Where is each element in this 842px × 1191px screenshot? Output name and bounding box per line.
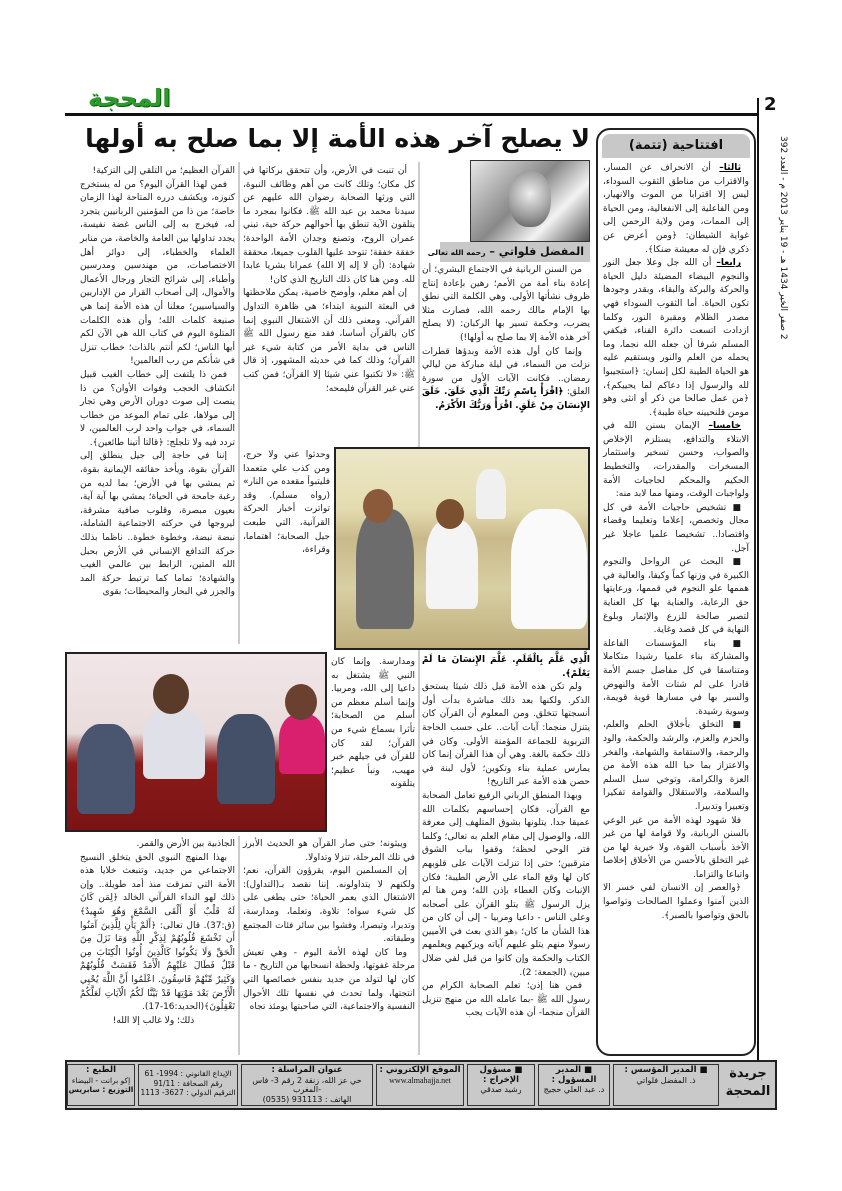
photo-figure — [363, 489, 393, 523]
label: الطبع : — [85, 1065, 117, 1075]
editorial-item: ■ بناء المؤسسات الفاعلة والمشاركة بناء علميا رشيدا متكاملا ومتناسقا في كل مفاصل جسم الأمة قادرا على لم شتات الأمة والنهوض والسير بها في مسارها قوية قويمة، وسوية رشيدة. — [603, 638, 749, 717]
paragraph: إن أهم معلم، وأوضح خاصية، يمكن ملاحظتها في البعثة النبوية ابتداء؛ هي ظاهرة التداول القرآني. ومعنى ذلك أن الاشتغال النبوي إنما كان بالقرآن أساسا، فقد منع رسول الله ﷺ الناس في بداية الأمر من كتابة شيء غير القرآن؛ وذلك كما في حديثه المشهور، إذ قال ﷺ: «لا تكتبوا عني شيئا إلا القرآن؛ فمن كتب عني غير القرآن فليمحه؛ — [243, 288, 415, 394]
paragraph: وحدثوا عني ولا حرج، ومن كذب علي متعمدا فليتبوأ مقعده من النار» (رواه مسلم). وقد تواترت أخبار الحركة القرآنية، التي طبعت جيل الصحابة؛ اهتماما، وقراءة، — [243, 450, 330, 556]
paragraph: ذلك؛ ولا غالب إلا الله! — [112, 1015, 195, 1026]
value: الترقيم الدولي : 3627- 1113 — [140, 1088, 236, 1098]
photo-girls-reading-quran — [65, 652, 327, 832]
editorial-item — [603, 257, 749, 420]
photo-figure — [356, 509, 414, 629]
header-divider — [65, 113, 757, 116]
paragraph: الجاذبية بين الأرض والقمر. — [136, 839, 235, 849]
photo-figure — [143, 709, 205, 779]
paragraph: وما كان لهذه الأمة اليوم - وهي تعيش مرحلة غفوتها، ولحظة انسحابها من التاريخ - ما كان لها لتولد من جديد بنفس خصائصها التي انتجتها، ولما تحدث في نفسها تلك الأحوال النفسية والاجتماعية، التي صاحبتها يومئذ تجاه — [243, 947, 415, 1013]
editorial-item: ■ البحث عن الرواحل والنجوم الكبيرة في وزنها كماً وكيفا، والعالية في هممها علو النجوم في قممها، ورعايتها حق الرعاية، والعناية بها كل العناية لتصير صالحة للزرع والإثمار وبلوغ النهاية في كل قصد وغاية. — [603, 557, 749, 636]
value: رقم الصحافة : 91/11 — [153, 1078, 223, 1088]
quran-verse: ﴿اقْرَأْ بِاسْمِ رَبِّكَ الَّذِي خَلَقَ. خَلَقَ الإِنسَانَ مِنْ عَلَقٍ. اقْرَأْ وَرَبُّكَ الأَكْرَمُ. — [422, 387, 590, 411]
paragraph: بهذا المنهج النبوي الحق يتخلق النسيج الاجتماعي من جديد، وتنبعث خلايا هذه الأمة التي تمزقت منذ أمد طويلة.. وإن ذلك لهو النداء القرآني الخالد ﴿لِمَن كَانَ لَهُ قَلْبٌ أَوْ أَلْقَى السَّمْعَ وَهُوَ شَهِيدٌ﴾(ق:37). قال تعالى: ﴿أَلَمْ يَأْنِ لِلَّذِينَ آمَنُوا أَن تَخْشَعَ قُلُوبُهُمْ لِذِكْرِ اللَّهِ وَمَا نَزَلَ مِنَ الْحَقِّ وَلَا يَكُونُوا كَالَّذِينَ أُوتُوا الْكِتَابَ مِن قَبْلُ فَطَالَ عَلَيْهِمُ الْأَمَدُ فَقَسَتْ قُلُوبُهُمْ وَكَثِيرٌ مِّنْهُمْ فَاسِقُونَ. اعْلَمُوا أَنَّ اللَّهَ يُحْيِي الْأَرْضَ بَعْدَ مَوْتِهَا قَدْ بَيَّنَّا لَكُمُ الْآيَاتِ لَعَلَّكُمْ تَعْقِلُونَ﴾(الحديد:16-17). — [80, 852, 235, 1013]
brand-line: المحجة — [725, 1084, 771, 1099]
footer-legal — [138, 1064, 238, 1106]
masthead-footer — [65, 1060, 777, 1110]
photo-figure — [511, 509, 587, 629]
photo-figure — [476, 469, 506, 519]
item-lead: رابعا– — [716, 258, 741, 269]
item-lead: ثالثا– — [719, 163, 741, 173]
column-separator — [238, 836, 240, 1055]
photo-figure — [77, 724, 135, 814]
footer-layout — [467, 1064, 535, 1106]
item-text: أن الانحراف عن المسار، والاقتراب من مناطق الثقوب السوداء، ليس إلا اقترابا من الموت والانهيار، ومن الفاعلية إلى الانفعالية، ومن الحياة إلى الممات، ومن ولاية الرحمن إلى غواية الشيطان: ﴿ومن أعرض عن ذكري فإن له معيشة ضنكا﴾. — [603, 163, 749, 255]
website-link[interactable]: www.almahajja.net — [389, 1075, 451, 1085]
editorial-item — [603, 162, 749, 257]
paragraph — [422, 346, 590, 414]
footer-founder — [613, 1064, 719, 1106]
article-column-2-bottom — [243, 838, 415, 1015]
photo-boys-reading-quran — [334, 447, 590, 650]
quran-verse: الَّذِي عَلَّمَ بِالْقَلَمِ. عَلَّمَ الإِنسَانَ مَا لَمْ يَعْلَمْ﴾. — [422, 655, 590, 679]
editorial-text — [603, 162, 749, 923]
paragraph: إننا في حاجة إلى جيل ينطلق إلى القرآن بقوة، ويأخذ حقائقه الإيمانية بقوة، ثم يمشي بها في الأرض؛ بما لديه من رغبة جامحة في الحياة؛ يمشي بها آية آية، بعيون مبصرة، وقلوب صافية مشرقة، ليروجها في حركته الاجتماعية الشاملة، نبضة نبضة، وخطوة خطوة.. ناظما بذلك حركة التدافع الإنساني في الأرض بحبل الله المتين، الرابط بين عالمي الغيب والشهادة؛ تماما كما ترتبط حركة المد والجزر في البحار والمحيطات؛ بقوى — [80, 451, 235, 598]
item-text: الإيمان بسنن الله في الابتلاء والتدافع، يستلزم الإخلاص والصواب، وحسن تسخير واستثمار المسخرات والمقدرات، والتخطيط الحكيم والمحكم لحاجيات الأمة ولواجبات الوقت، ومنها مما لابد منه: — [603, 421, 749, 500]
newspaper-logo: المحجة — [88, 84, 171, 112]
side-divider — [757, 98, 759, 1100]
editorial-item — [603, 420, 749, 502]
paragraph: القرآن العظيم؛ من التلقي إلى التزكية! — [92, 166, 235, 176]
paragraph: من السنن الربانية في الاجتماع البشري؛ أن إعادة بناء أمة من الأمم؛ رهين بإعادة إنتاج ظروف نشأتها الأولى. وهي الكلمة التي نطق بها الإمام مالك رحمه الله، فصارت مثلا يضرب، وحكمة تسير بها الركبان: (لا يصلح آخر هذه الأمة إلا بما صلح به أولها!) — [422, 265, 590, 343]
portrait-face — [509, 171, 551, 227]
editorial-item: ■ التخلق بأخلاق الحلم والعلم، والحزم والعزم، والرشد والحكمة، والود والرحمة، والاستقامة والشهامة، والفخر والاعتزاز بما حبا الله هذه الأمة من العزة والكرامة، وتوخي سبل السلم والسلامة، والاستقلال والقوامة تفكيرا وتعبيرا وتدبيرا. — [603, 720, 749, 812]
footer-director — [538, 1064, 610, 1106]
paragraph: ولم تكن هذه الأمة قبل ذلك شيئا يستحق الذكر. ولكنها بعد ذلك مباشرة بدأت أول أنسجتها تتخلق. ومن المعلوم أن القرآن كان يتنزل منجما: آيات آيات.. على حسب الحاجة التربوية للجماعة المؤمنة الأولى. وكان في ذلك حكمة بالغة. وهي أن هذا القرآن إنما كان يمارس عملية بناء وتكوين؛ لأول لبنة في حصن هذه الأمة عبر التاريخ! — [422, 682, 590, 788]
article-column-2-beside-photo-2 — [331, 656, 415, 792]
paragraph: فمن هنا إذن؛ تعلم الصحابة الكرام من رسول الله ﷺ -بما عامله الله من منهج تنزيل القرآن منجما- أن هذه الآيات يجب — [422, 981, 590, 1019]
label: عنوان المراسلة : — [271, 1065, 343, 1075]
article-column-2-top — [243, 165, 415, 396]
author-portrait — [470, 160, 590, 242]
article-column-3-top — [80, 165, 235, 600]
value: التوزيع : سابريس — [68, 1085, 134, 1095]
label: ■ المدير المسؤول : — [551, 1065, 597, 1085]
label: ■ المدير المؤسس : — [624, 1065, 708, 1075]
value: ذ. المفضل فلواتي — [636, 1075, 696, 1085]
paragraph: أن تنبت في الأرض، وأن تتحقق بركاتها في كل مكان؛ وتلك كانت من أهم وظائف النبوة، التي ورثها الصحابة رضوان الله عليهم عن سيدنا محمد بن عبد الله ﷺ. فكانوا بمجرد ما يتلقون الآية تنطق بها أحوالهم حركة حية، تبني عمران الروح، وتصنع وجدان الأمة الواحدة؛ خفقة خفقة؛ تتوحد عليها القلوب جميعا، محققة شهادة: (أن لا إله إلا الله) عمرانا بشريا عابدا لله. ومن هنا كان ذلك التاريخ الذي كان! — [243, 166, 415, 285]
photo-figure — [285, 684, 317, 720]
label: ■ مسؤول الإخراج : — [479, 1065, 523, 1085]
issue-date: 2 صفر الخير 1434 هـ - 19 يناير 2013 م - العدد 392 — [778, 136, 788, 340]
label: الموقع الإلكتروني : — [379, 1065, 461, 1075]
photo-figure — [436, 499, 464, 529]
paragraph: إن المسلمين اليوم، يقرؤون القرآن، نعم؛ ولكنهم لا يتداولونه. إننا نقصد بـ(التداول): الاشتغال الذي يعمر الحياة؛ حتى يطغى على كل شيء سواه؛ تلاوة، وتعلما، ومدارسة، وتدبرا، وتبصرا، وفشوا بين سائر فئات المجتمع وطبقاته. — [243, 866, 415, 945]
article-column-2-beside-photo — [243, 449, 330, 558]
value: الهاتف : 931113 (0535) — [262, 1094, 352, 1104]
photo-figure — [153, 674, 189, 714]
editorial-heading: افتتاحية (تتمة) — [602, 134, 750, 158]
article-column-1-bottom — [422, 654, 590, 1021]
footer-brand — [723, 1064, 773, 1106]
paragraph: ويبثونه؛ حتى صار القرآن هو الحديث الأبرز في تلك المرحلة، تنزلا وتداولا. — [243, 839, 415, 863]
editorial-item: ﴿والعصر إن الانسان لفي خسر الا الذين آمنوا وعملوا الصالحات وتواصوا بالحق وتواصوا بالصبر﴾. — [603, 883, 749, 921]
caption-note: رحمه الله تعالى — [427, 248, 486, 257]
photo-figure — [426, 519, 478, 609]
editorial-box — [596, 128, 756, 1056]
caption-name: المفضل فلواتي – — [489, 245, 584, 258]
editorial-item: فلا شهود لهذه الأمة من غير الوعي بالسنن الربانية، ولا قوامة لها من غير الأخذ بأسباب القوة، ولا خيرية لها من غير التخلق بالأحسن من الأخلاق إخلاصا واتباعا والتزاما. — [603, 815, 749, 880]
value: حي عز الله، زنقة 2 رقم 3- فاس -المغرب — [252, 1075, 362, 1095]
paragraph: وبهذا المنطق الرباني الرفيع تعامل الصحابة مع القرآن، فكان إحساسهم بكلمات الله عميقا جدا. يتلونها بشوق المتلهف إلى معرفة الله، والوصول إلى مقام العلم به تعالى؛ وكلما فتر الوحي لحظة؛ وقفوا بباب الشوق مترقبين؛ حتى إذا تنزلت الآيات على قلوبهم كان لها وقع الماء على الأرض الطيبة؛ فكان الإنبات وكان العطاء بإذن الله؛ ومن هنا لم يزل الرسول ﷺ يتلو القرآن على أصحابه وعلى الناس - داعيا ومربيا - إلى أن كان من هذا الشأن ما كان؛ ﴿هو الذي بعث في الأميين رسولا منهم يتلو عليهم آياته ويزكيهم ويعلمهم الكتاب والحكمة وإن كانوا من قبل لفي ضلال مبين﴾ (الجمعة: 2). — [422, 790, 590, 978]
value: رشيد صدقي — [480, 1085, 522, 1095]
portrait-caption — [427, 242, 590, 262]
paragraph: فمن لهذا القرآن اليوم؟ من له يستخرج كنوزه، ويكشف درره المتاحة لهذا الزمان خاصة؛ من ذا من المؤمنين الربانيين يتجرد له، فيخرج به إلى الناس غضة نفيسة، يجدد تداولها بين العامة والخاصة، من منابر العلماء والخطباء، إلى دوائر أهل الاختصاصات، من مهندسين ومدرسين وأطباء، إلى شرائح التجار ورجال الأعمال والأموال، إلى أصحاب القرار من الإداريين والسياسيين؛ معلنا أن هذه الأمة إنما هي صنيعة كلمات الله؛ وأن هذه الكلمات المتلوة اليوم في كتاب الله هي الآن لكم أيها الناس؛ لكم أنتم بالذات؛ خطاب تنزل في شأنكم من رب العالمين! — [80, 179, 235, 367]
column-separator — [238, 162, 240, 644]
article-column-3-bottom — [80, 838, 235, 1028]
editorial-item: ■ تشخيص حاجيات الأمة في كل مجال وتخصص، إعلاما وتعليما وقضاء واقتصادا.. تشخيصا علميا عاجلا غير آجل. — [603, 502, 749, 554]
paragraph-text: وإنما كان أول هذه الأمة وبدؤها قطرات نزلت من السماء، في ليلة مباركة من ليالي رمضان.. فكانت الآيات الأول من سورة العلق: — [422, 346, 590, 398]
article-column-1-top — [422, 264, 590, 414]
item-text: أن الله جل وعلا جعل النور والنجوم البيضاء المضيئة دليل الحياة والحركة والبركة والبقاء، وبقدر وجودها تكون الحياة. أما الثقوب السوداء فهي مصدر الظلام ومقبرة النور، وكلما ازدادت اتسعت دائرة الفناء، فيكفي المسلم شرفا أن جعله الله نجما، وما يحمله من العلم والنور ويستقيم عليه هو الحياة الطيبة لكل إنسان: ﴿استجيبوا لله والرسول إذا دعاكم لما يحييكم﴾، ﴿من عمل صالحا من ذكر أو انثى وهو مومن فلنحيينه حياة طيبة﴾. — [603, 258, 749, 418]
value: الإيداع القانوني : 1994- 61 — [144, 1069, 232, 1078]
brand-line: جريدة — [729, 1066, 767, 1081]
footer-address — [241, 1064, 373, 1106]
footer-website — [376, 1064, 464, 1106]
article-title: لا يصلح آخر هذه الأمة إلا بما صلح به أولها — [85, 124, 590, 153]
paragraph: ومدارسة. وإنما كان النبي ﷺ يشتغل به داعيا إلى الله، ومربيا. وإنما أسلم معظم من أسلم من الصحابة؛ تأثرا بسماع شيء من القرآن؛ لقد كان للقرآن في جيلهم خبر مهيب، ونبأ عظيم؛ يتلقونه — [331, 657, 415, 790]
photo-figure — [279, 714, 325, 774]
paragraph: فمن ذا يلتفت إلى خطاب الغيب قبيل انكشاف الحجب وفوات الأوان؟ من ذا ينصت إلى صوت دوران الأرض وهي تجار إلى مولاها، على تمام الموعد من خطاب السماء، في جواب واحد لرب العالمين، لا تردد فيه ولا تلجلج: ﴿قالتا أتينا طائعين﴾. — [80, 369, 235, 448]
item-lead: خامسا– — [708, 421, 741, 432]
value: د. عبد العلي حجيج — [543, 1085, 605, 1095]
page-number: 2 — [764, 94, 777, 115]
footer-printing — [67, 1064, 135, 1106]
photo-figure — [217, 714, 275, 804]
value: إكو برانت - البيضاء — [71, 1075, 131, 1085]
